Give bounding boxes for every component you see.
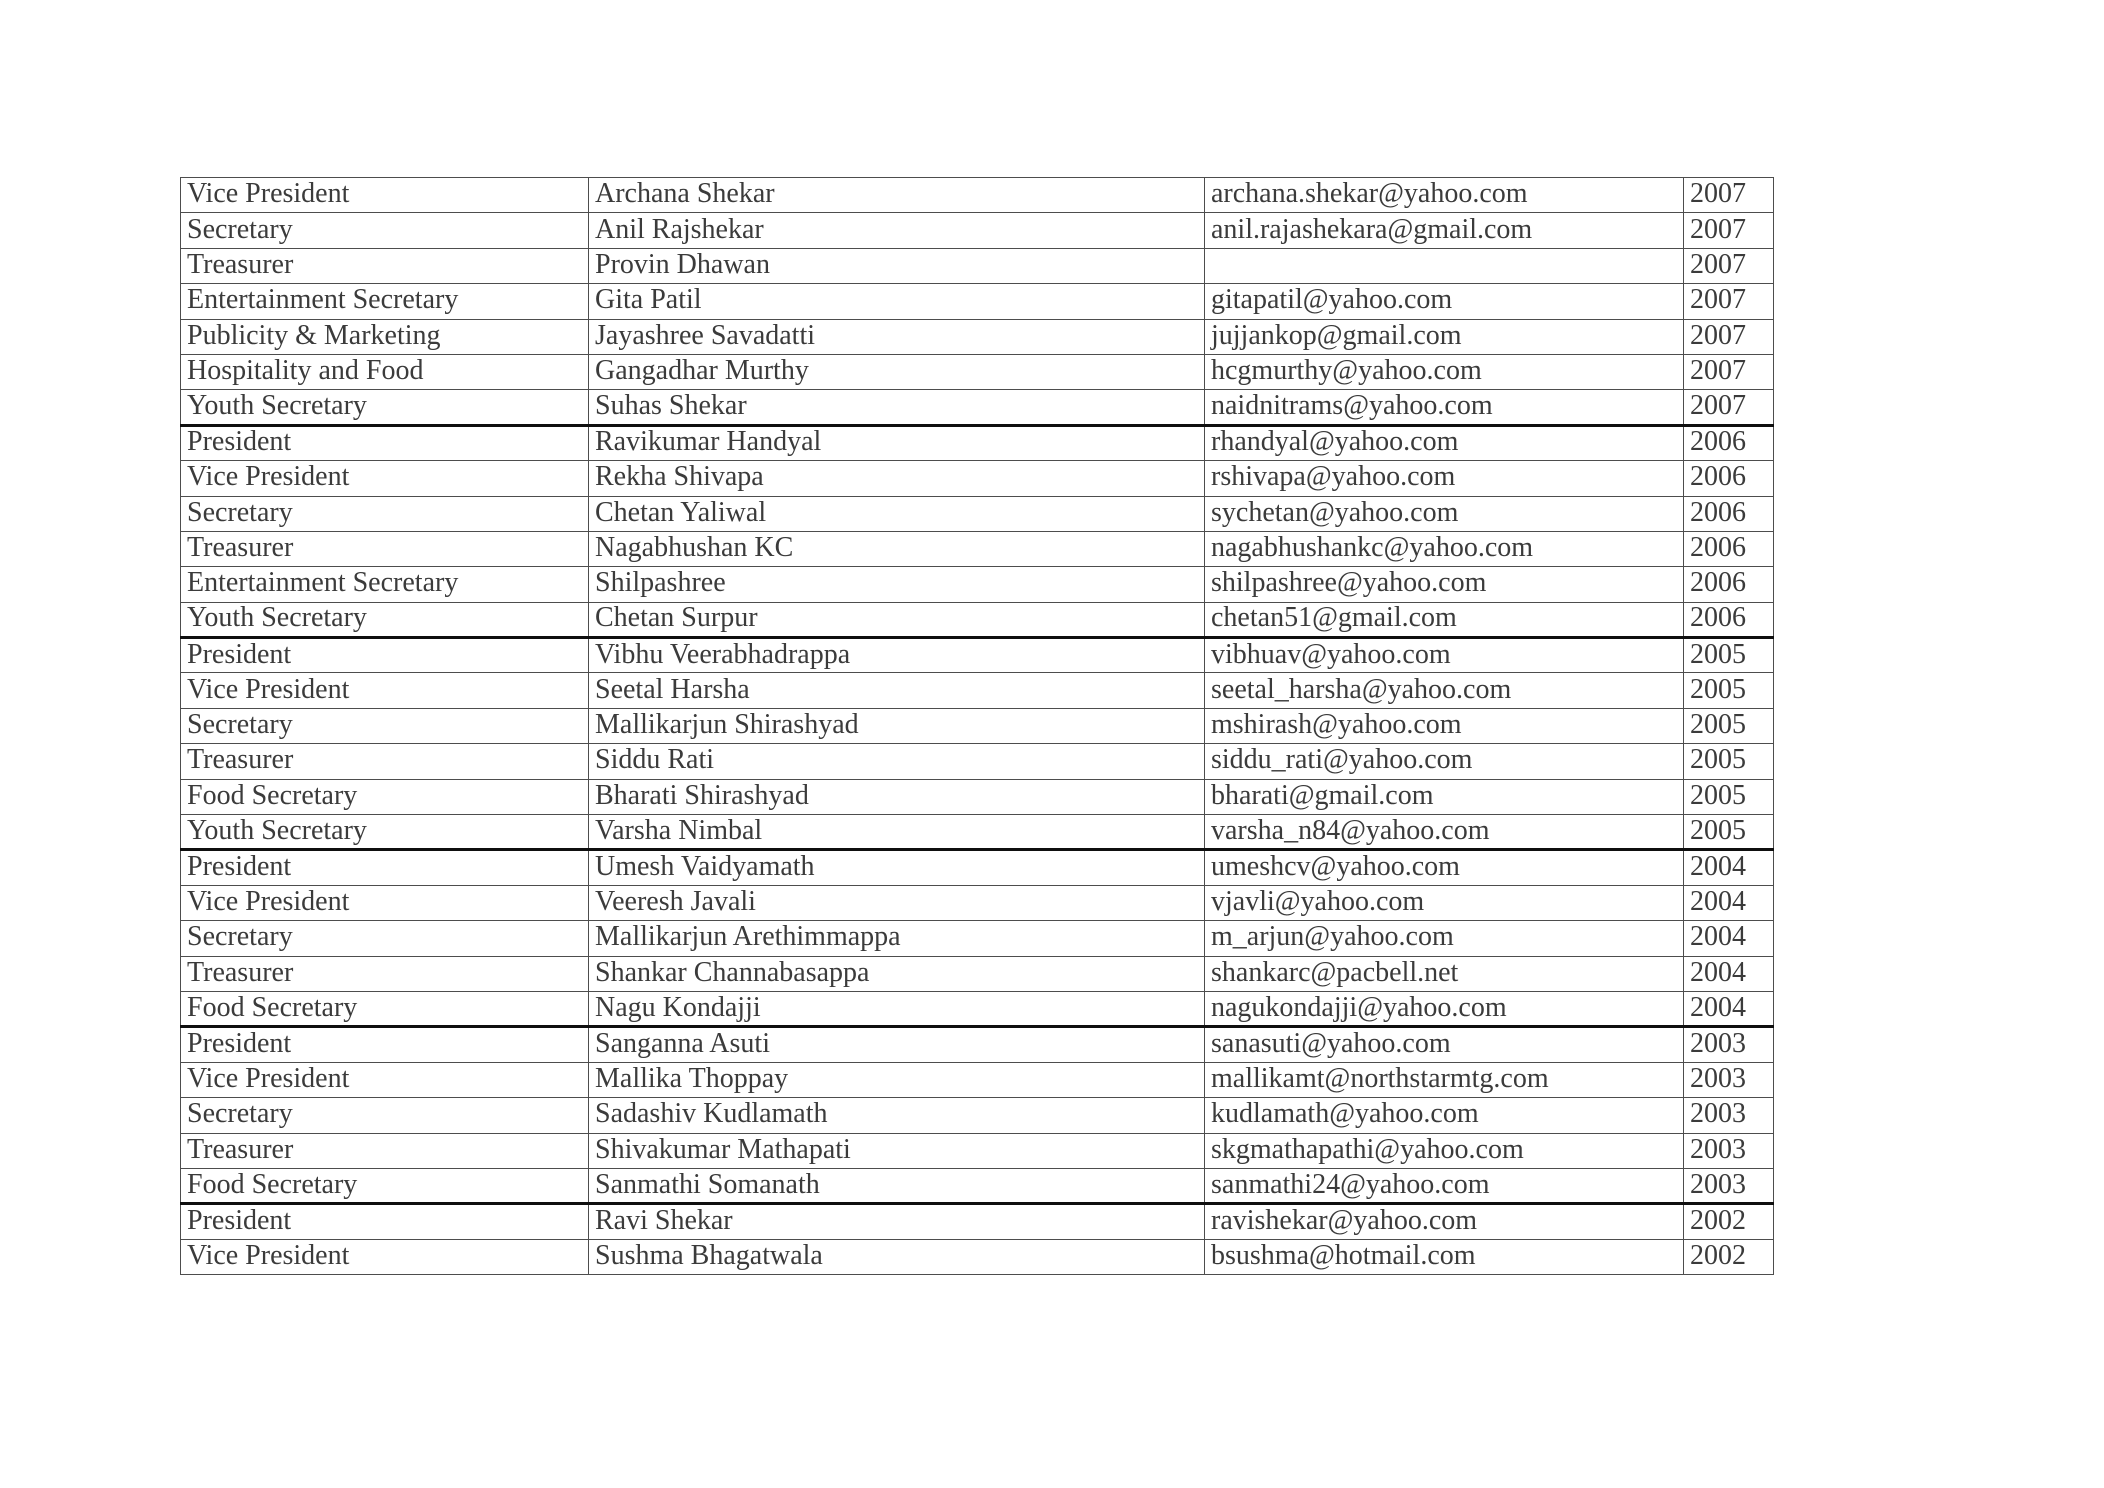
name-cell: Shivakumar Mathapati: [589, 1133, 1205, 1168]
position-cell: Hospitality and Food: [181, 354, 589, 389]
name-cell: Rekha Shivapa: [589, 461, 1205, 496]
table-row: [181, 284, 1774, 319]
name-cell: Nagu Kondajji: [589, 991, 1205, 1026]
position-cell: Food Secretary: [181, 991, 589, 1026]
email-cell: shankarc@pacbell.net: [1205, 956, 1684, 991]
email-cell: varsha_n84@yahoo.com: [1205, 815, 1684, 850]
table-row: [181, 531, 1774, 566]
name-cell: Suhas Shekar: [589, 390, 1205, 425]
year-cell: 2005: [1684, 779, 1774, 814]
position-cell: Vice President: [181, 1062, 589, 1097]
year-cell: 2006: [1684, 461, 1774, 496]
name-cell: Chetan Yaliwal: [589, 496, 1205, 531]
position-cell: Secretary: [181, 1098, 589, 1133]
position-cell: Entertainment Secretary: [181, 567, 589, 602]
email-cell: kudlamath@yahoo.com: [1205, 1098, 1684, 1133]
position-cell: Vice President: [181, 461, 589, 496]
table-row: [181, 1098, 1774, 1133]
name-cell: Sushma Bhagatwala: [589, 1239, 1205, 1274]
email-cell: sanasuti@yahoo.com: [1205, 1027, 1684, 1062]
name-cell: Shankar Channabasappa: [589, 956, 1205, 991]
table-row: [181, 319, 1774, 354]
email-cell: mshirash@yahoo.com: [1205, 708, 1684, 743]
table-row: [181, 885, 1774, 920]
officers-table: [180, 177, 1774, 1275]
position-cell: Entertainment Secretary: [181, 284, 589, 319]
name-cell: Shilpashree: [589, 567, 1205, 602]
table-row: [181, 815, 1774, 850]
position-cell: Vice President: [181, 1239, 589, 1274]
email-cell: ravishekar@yahoo.com: [1205, 1204, 1684, 1239]
email-cell: anil.rajashekara@gmail.com: [1205, 213, 1684, 248]
name-cell: Chetan Surpur: [589, 602, 1205, 637]
table-row: [181, 991, 1774, 1026]
name-cell: Seetal Harsha: [589, 673, 1205, 708]
email-cell: vibhuav@yahoo.com: [1205, 638, 1684, 673]
email-cell: [1205, 248, 1684, 283]
email-cell: rshivapa@yahoo.com: [1205, 461, 1684, 496]
table-row: [181, 779, 1774, 814]
table-row: [181, 354, 1774, 389]
position-cell: Vice President: [181, 885, 589, 920]
position-cell: Secretary: [181, 921, 589, 956]
position-cell: Food Secretary: [181, 779, 589, 814]
email-cell: umeshcv@yahoo.com: [1205, 850, 1684, 885]
email-cell: bsushma@hotmail.com: [1205, 1239, 1684, 1274]
table-row: [181, 956, 1774, 991]
table-row: [181, 1062, 1774, 1097]
name-cell: Sanganna Asuti: [589, 1027, 1205, 1062]
name-cell: Provin Dhawan: [589, 248, 1205, 283]
table-row: [181, 708, 1774, 743]
table-row: [181, 602, 1774, 637]
name-cell: Veeresh Javali: [589, 885, 1205, 920]
email-cell: rhandyal@yahoo.com: [1205, 425, 1684, 460]
year-cell: 2007: [1684, 248, 1774, 283]
name-cell: Vibhu Veerabhadrappa: [589, 638, 1205, 673]
position-cell: Treasurer: [181, 1133, 589, 1168]
year-cell: 2003: [1684, 1098, 1774, 1133]
table-row: [181, 496, 1774, 531]
year-cell: 2007: [1684, 213, 1774, 248]
year-cell: 2006: [1684, 496, 1774, 531]
year-cell: 2002: [1684, 1204, 1774, 1239]
year-cell: 2004: [1684, 850, 1774, 885]
email-cell: nagabhushankc@yahoo.com: [1205, 531, 1684, 566]
position-cell: Vice President: [181, 178, 589, 213]
email-cell: seetal_harsha@yahoo.com: [1205, 673, 1684, 708]
position-cell: Treasurer: [181, 744, 589, 779]
email-cell: jujjankop@gmail.com: [1205, 319, 1684, 354]
position-cell: Vice President: [181, 673, 589, 708]
year-cell: 2005: [1684, 708, 1774, 743]
table-row: [181, 1239, 1774, 1274]
name-cell: Bharati Shirashyad: [589, 779, 1205, 814]
position-cell: President: [181, 638, 589, 673]
email-cell: sanmathi24@yahoo.com: [1205, 1168, 1684, 1203]
table-row: [181, 178, 1774, 213]
year-cell: 2006: [1684, 531, 1774, 566]
email-cell: m_arjun@yahoo.com: [1205, 921, 1684, 956]
year-cell: 2004: [1684, 956, 1774, 991]
year-cell: 2005: [1684, 815, 1774, 850]
position-cell: President: [181, 850, 589, 885]
officers-table-body: [181, 178, 1774, 1275]
year-cell: 2006: [1684, 602, 1774, 637]
email-cell: gitapatil@yahoo.com: [1205, 284, 1684, 319]
year-cell: 2007: [1684, 354, 1774, 389]
name-cell: Siddu Rati: [589, 744, 1205, 779]
table-row: [181, 850, 1774, 885]
name-cell: Mallikarjun Arethimmappa: [589, 921, 1205, 956]
position-cell: Secretary: [181, 496, 589, 531]
email-cell: nagukondajji@yahoo.com: [1205, 991, 1684, 1026]
year-cell: 2004: [1684, 885, 1774, 920]
table-row: [181, 921, 1774, 956]
position-cell: President: [181, 1027, 589, 1062]
position-cell: Treasurer: [181, 956, 589, 991]
name-cell: Mallika Thoppay: [589, 1062, 1205, 1097]
position-cell: Food Secretary: [181, 1168, 589, 1203]
year-cell: 2003: [1684, 1168, 1774, 1203]
name-cell: Ravi Shekar: [589, 1204, 1205, 1239]
position-cell: Youth Secretary: [181, 602, 589, 637]
table-row: [181, 744, 1774, 779]
table-row: [181, 461, 1774, 496]
position-cell: Youth Secretary: [181, 815, 589, 850]
email-cell: shilpashree@yahoo.com: [1205, 567, 1684, 602]
position-cell: President: [181, 1204, 589, 1239]
year-cell: 2007: [1684, 319, 1774, 354]
email-cell: naidnitrams@yahoo.com: [1205, 390, 1684, 425]
table-row: [181, 1168, 1774, 1203]
email-cell: archana.shekar@yahoo.com: [1205, 178, 1684, 213]
name-cell: Jayashree Savadatti: [589, 319, 1205, 354]
position-cell: President: [181, 425, 589, 460]
email-cell: vjavli@yahoo.com: [1205, 885, 1684, 920]
email-cell: chetan51@gmail.com: [1205, 602, 1684, 637]
table-row: [181, 638, 1774, 673]
name-cell: Gita Patil: [589, 284, 1205, 319]
position-cell: Treasurer: [181, 248, 589, 283]
name-cell: Umesh Vaidyamath: [589, 850, 1205, 885]
email-cell: sychetan@yahoo.com: [1205, 496, 1684, 531]
table-row: [181, 390, 1774, 425]
table-row: [181, 567, 1774, 602]
table-row: [181, 425, 1774, 460]
year-cell: 2003: [1684, 1027, 1774, 1062]
name-cell: Anil Rajshekar: [589, 213, 1205, 248]
year-cell: 2006: [1684, 425, 1774, 460]
email-cell: siddu_rati@yahoo.com: [1205, 744, 1684, 779]
email-cell: bharati@gmail.com: [1205, 779, 1684, 814]
name-cell: Archana Shekar: [589, 178, 1205, 213]
position-cell: Youth Secretary: [181, 390, 589, 425]
email-cell: skgmathapathi@yahoo.com: [1205, 1133, 1684, 1168]
table-row: [181, 1027, 1774, 1062]
table-row: [181, 1204, 1774, 1239]
year-cell: 2007: [1684, 178, 1774, 213]
year-cell: 2003: [1684, 1133, 1774, 1168]
position-cell: Secretary: [181, 213, 589, 248]
name-cell: Gangadhar Murthy: [589, 354, 1205, 389]
year-cell: 2006: [1684, 567, 1774, 602]
year-cell: 2007: [1684, 390, 1774, 425]
email-cell: mallikamt@northstarmtg.com: [1205, 1062, 1684, 1097]
position-cell: Secretary: [181, 708, 589, 743]
table-row: [181, 1133, 1774, 1168]
position-cell: Treasurer: [181, 531, 589, 566]
name-cell: Ravikumar Handyal: [589, 425, 1205, 460]
year-cell: 2003: [1684, 1062, 1774, 1097]
name-cell: Mallikarjun Shirashyad: [589, 708, 1205, 743]
table-row: [181, 673, 1774, 708]
year-cell: 2005: [1684, 744, 1774, 779]
year-cell: 2007: [1684, 284, 1774, 319]
year-cell: 2002: [1684, 1239, 1774, 1274]
name-cell: Varsha Nimbal: [589, 815, 1205, 850]
name-cell: Sadashiv Kudlamath: [589, 1098, 1205, 1133]
year-cell: 2005: [1684, 673, 1774, 708]
table-row: [181, 213, 1774, 248]
email-cell: hcgmurthy@yahoo.com: [1205, 354, 1684, 389]
year-cell: 2004: [1684, 991, 1774, 1026]
year-cell: 2004: [1684, 921, 1774, 956]
year-cell: 2005: [1684, 638, 1774, 673]
table-row: [181, 248, 1774, 283]
name-cell: Sanmathi Somanath: [589, 1168, 1205, 1203]
position-cell: Publicity & Marketing: [181, 319, 589, 354]
name-cell: Nagabhushan KC: [589, 531, 1205, 566]
